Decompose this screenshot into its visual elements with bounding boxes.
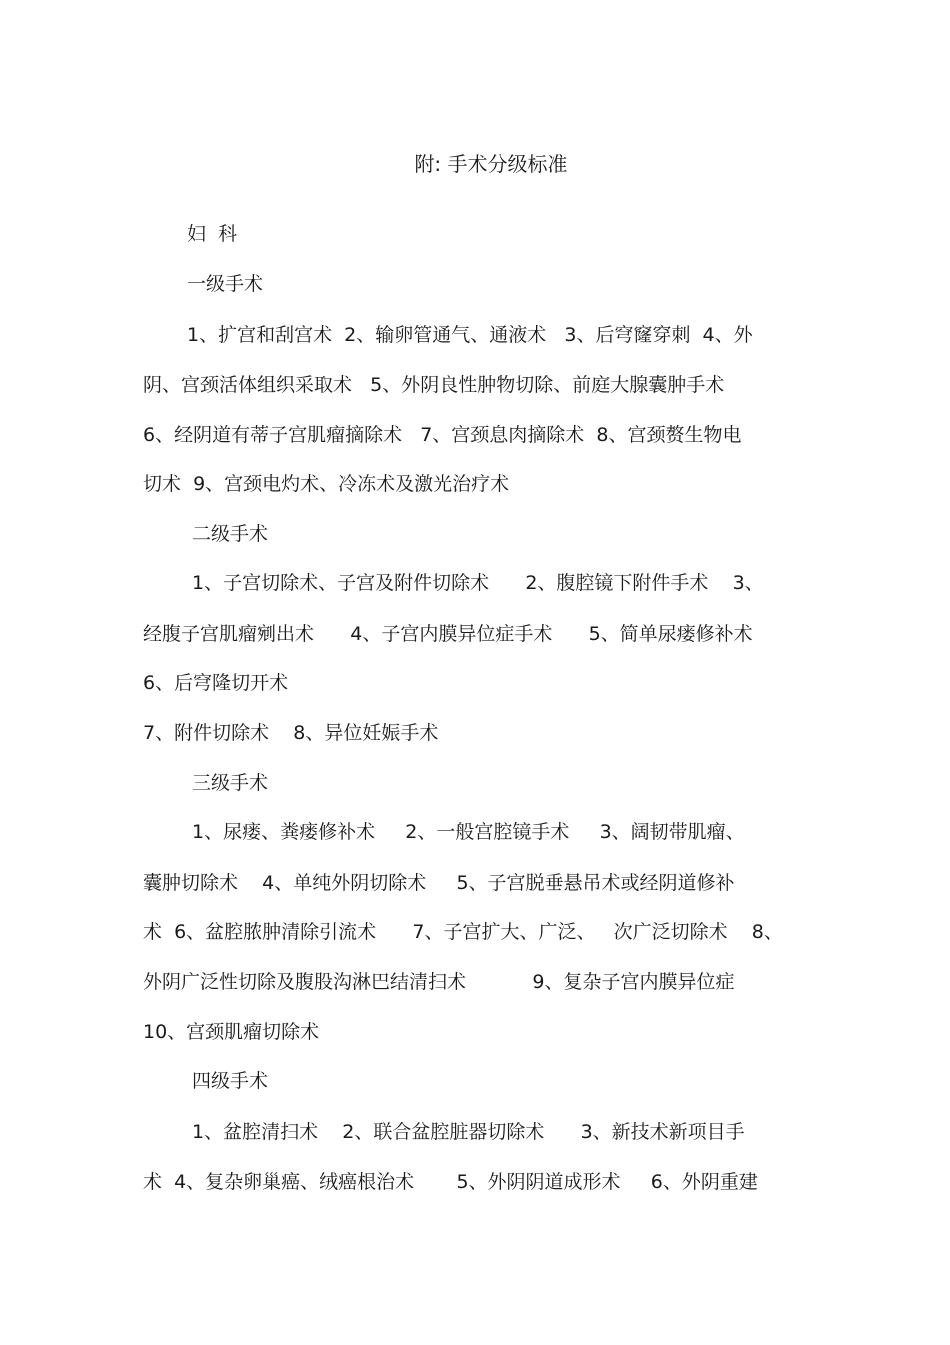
- paragraph-line: 切术 9、宫颈电灼术、冷冻术及激光治疗术: [143, 473, 510, 495]
- paragraph-line: 阴、宫颈活体组织采取术 5、外阴良性肿物切除、前庭大腺囊肿手术: [143, 374, 725, 396]
- section-heading-level-4: 四级手术: [192, 1070, 269, 1092]
- paragraph-line: 1、尿瘘、粪瘘修补术 2、一般宫腔镜手术 3、阔韧带肌瘤、: [192, 821, 745, 843]
- paragraph-line: 6、经阴道有蒂子宫肌瘤摘除术 7、宫颈息肉摘除术 8、宫颈赘生物电: [143, 424, 742, 446]
- section-heading-level-3: 三级手术: [192, 772, 269, 794]
- paragraph-line: 1、盆腔清扫术 2、联合盆腔脏器切除术 3、新技术新项目手: [192, 1121, 745, 1143]
- department-label: 妇 科: [187, 223, 238, 245]
- paragraph-line: 术 6、盆腔脓肿清除引流术 7、子宫扩大、广泛、 次广泛切除术 8、: [143, 921, 783, 943]
- paragraph-line: 1、子宫切除术、子宫及附件切除术 2、腹腔镜下附件手术 3、: [192, 572, 764, 594]
- paragraph-line: 7、附件切除术 8、异位妊娠手术: [143, 722, 439, 744]
- paragraph-line: 外阴广泛性切除及腹股沟淋巴结清扫术 9、复杂子宫内膜异位症: [143, 971, 735, 993]
- document-title: 附: 手术分级标准: [414, 152, 568, 176]
- paragraph-line: 术 4、复杂卵巢癌、绒癌根治术 5、外阴阴道成形术 6、外阴重建: [143, 1171, 758, 1193]
- paragraph-line: 10、宫颈肌瘤切除术: [143, 1021, 320, 1043]
- paragraph-line: 囊肿切除术 4、单纯外阴切除术 5、子宫脱垂悬吊术或经阴道修补: [143, 872, 735, 894]
- paragraph-line: 经腹子宫肌瘤剜出术 4、子宫内膜异位症手术 5、简单尿瘘修补术: [143, 623, 753, 645]
- paragraph-line: 1、扩宫和刮宫术 2、输卵管通气、通液术 3、后穹窿穿刺 4、外: [187, 324, 753, 346]
- section-heading-level-1: 一级手术: [187, 273, 264, 295]
- paragraph-line: 6、后穹隆切开术: [143, 672, 289, 694]
- section-heading-level-2: 二级手术: [192, 523, 269, 545]
